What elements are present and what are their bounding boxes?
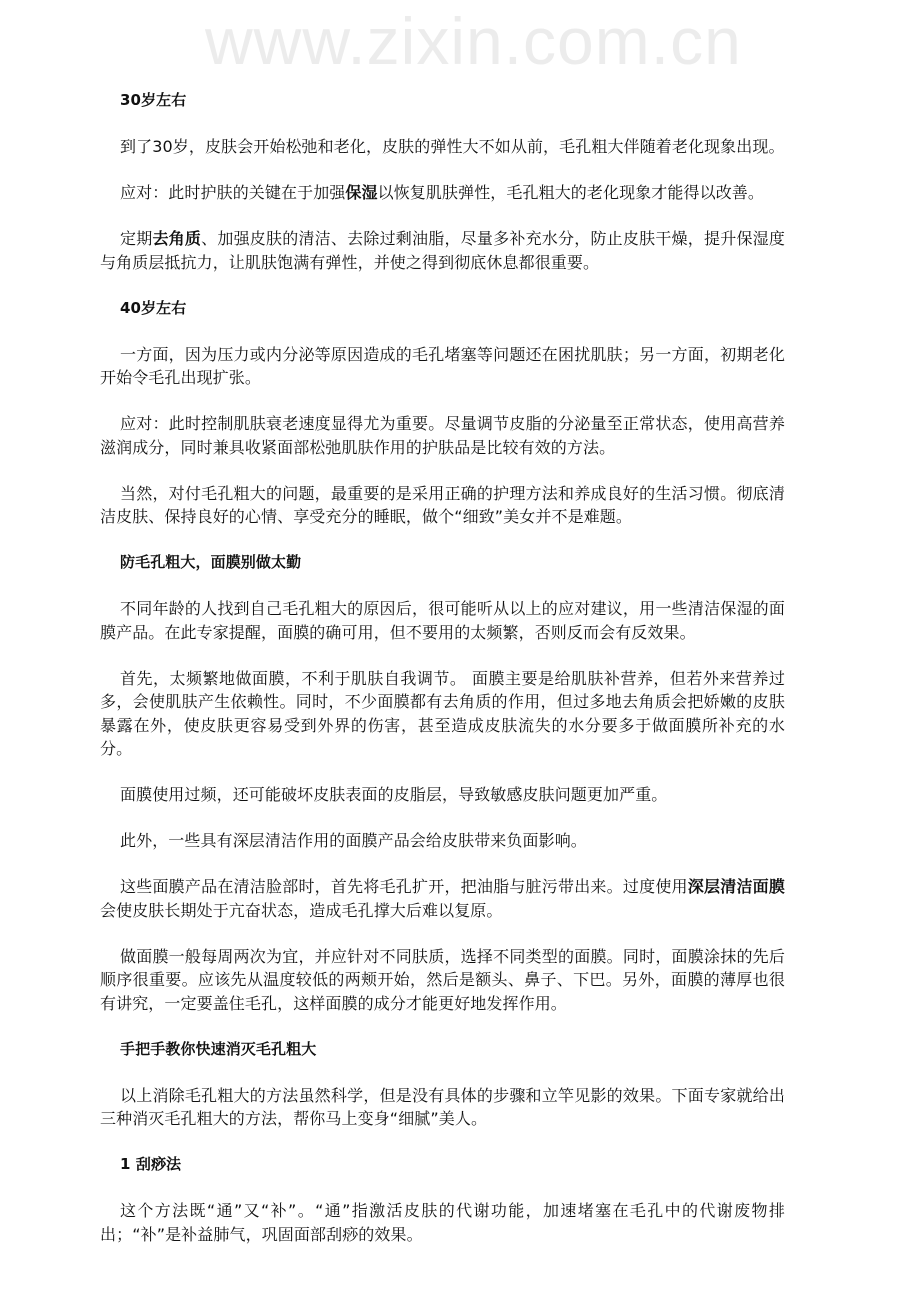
text-segment: 做面膜一般每周两次为宜，并应针对不同肤质，选择不同类型的面膜。同时，面膜涂抹的先后顺序很重要。应该先从温度较低的两颊开始，然后是额头、鼻子、下巴。另外，面膜的薄厚也很有讲究，一定要盖住毛孔，这样面膜的成分才能更好地发挥作用。 xyxy=(100,946,785,1013)
text-segment: 此外，一些具有深层清洁作用的面膜产品会给皮肤带来负面影响。 xyxy=(120,831,587,850)
text-segment: 应对：此时控制肌肤衰老速度显得尤为重要。尽量调节皮脂的分泌量至正常状态，使用高营养滋润成分，同时兼具收紧面部松弛肌肤作用的护肤品是比较有效的方法。 xyxy=(100,414,785,457)
text-segment: 手把手教你快速消灭毛孔粗大 xyxy=(120,1039,317,1058)
paragraph xyxy=(100,875,785,922)
paragraph xyxy=(100,135,785,159)
paragraph xyxy=(100,1084,785,1131)
text-segment: 以恢复肌肤弹性，毛孔粗大的老化现象才能得以改善。 xyxy=(377,183,765,202)
bold-keyword: 去角质 xyxy=(152,229,202,248)
section-heading xyxy=(100,89,785,113)
text-segment: 以上消除毛孔粗大的方法虽然科学，但是没有具体的步骤和立竿见影的效果。下面专家就给出三种消灭毛孔粗大的方法，帮你马上变身“细腻”美人。 xyxy=(100,1085,785,1128)
text-segment: 到了30岁，皮肤会开始松弛和老化，皮肤的弹性大不如从前，毛孔粗大伴随着老化现象出现。 xyxy=(120,137,785,156)
paragraph xyxy=(100,1199,785,1246)
section-heading xyxy=(100,1038,785,1062)
paragraph xyxy=(100,667,785,761)
text-segment: 一方面，因为压力或内分泌等原因造成的毛孔堵塞等问题还在困扰肌肤；另一方面，初期老化开始令毛孔出现扩张。 xyxy=(100,344,785,387)
text-segment: 30岁左右 xyxy=(120,91,187,109)
bold-keyword: 深层清洁面膜 xyxy=(687,877,785,896)
paragraph xyxy=(100,412,785,459)
text-segment: 这个方法既“通”又“补”。“通”指激活皮肤的代谢功能，加速堵塞在毛孔中的代谢废物排出；“补”是补益肺气，巩固面部刮痧的效果。 xyxy=(100,1201,785,1244)
text-segment: 这些面膜产品在清洁脸部时，首先将毛孔扩开，把油脂与脏污带出来。过度使用 xyxy=(120,877,688,896)
paragraph xyxy=(100,343,785,390)
text-segment: 不同年龄的人找到自己毛孔粗大的原因后，很可能听从以上的应对建议，用一些清洁保湿的面膜产品。在此专家提醒，面膜的确可用，但不要用的太频繁，否则反而会有反效果。 xyxy=(100,599,785,642)
text-segment: 当然，对付毛孔粗大的问题，最重要的是采用正确的护理方法和养成良好的生活习惯。彻底清洁皮肤、保持良好的心情、享受充分的睡眠，做个“细致”美女并不是难题。 xyxy=(100,483,785,526)
paragraph xyxy=(100,181,785,205)
text-segment: 防毛孔粗大，面膜别做太勤 xyxy=(120,553,302,571)
text-segment: 应对：此时护肤的关键在于加强 xyxy=(120,183,346,202)
text-segment: 面膜使用过频，还可能破坏皮肤表面的皮脂层，导致敏感皮肤问题更加严重。 xyxy=(120,785,668,804)
text-segment: 40岁左右 xyxy=(120,298,187,317)
text-segment: 1 刮痧法 xyxy=(120,1155,182,1173)
watermark: www.zixin.com.cn xyxy=(205,4,742,78)
paragraph xyxy=(100,482,785,529)
section-heading xyxy=(100,297,785,321)
text-segment: 定期 xyxy=(120,229,153,248)
text-segment: 会使皮肤长期处于亢奋状态，造成毛孔撑大后难以复原。 xyxy=(100,900,503,920)
paragraph xyxy=(100,829,785,853)
paragraph xyxy=(100,227,785,274)
text-segment: 首先，太频繁地做面膜，不利于肌肤自我调节。 面膜主要是给肌肤补营养，但若外来营养过多，会使肌肤产生依赖性。同时，不少面膜都有去角质的作用，但过多地去角质会把娇嫩的皮肤暴露在外，使皮肤更容易受到外界的伤害，甚至造成皮肤流失的水分要多于做面膜所补充的水分。 xyxy=(100,668,785,758)
paragraph xyxy=(100,945,785,1016)
text-segment: 、加强皮肤的清洁、去除过剩油脂，尽量多补充水分，防止皮肤干燥，提升保湿度与角质层抵抗力，让肌肤饱满有弹性，并使之得到彻底休息都很重要。 xyxy=(100,229,785,272)
section-heading xyxy=(100,1153,785,1177)
paragraph xyxy=(100,783,785,807)
paragraph xyxy=(100,597,785,644)
document-body xyxy=(100,89,785,1269)
section-heading xyxy=(100,551,785,575)
bold-keyword: 保湿 xyxy=(345,183,378,202)
